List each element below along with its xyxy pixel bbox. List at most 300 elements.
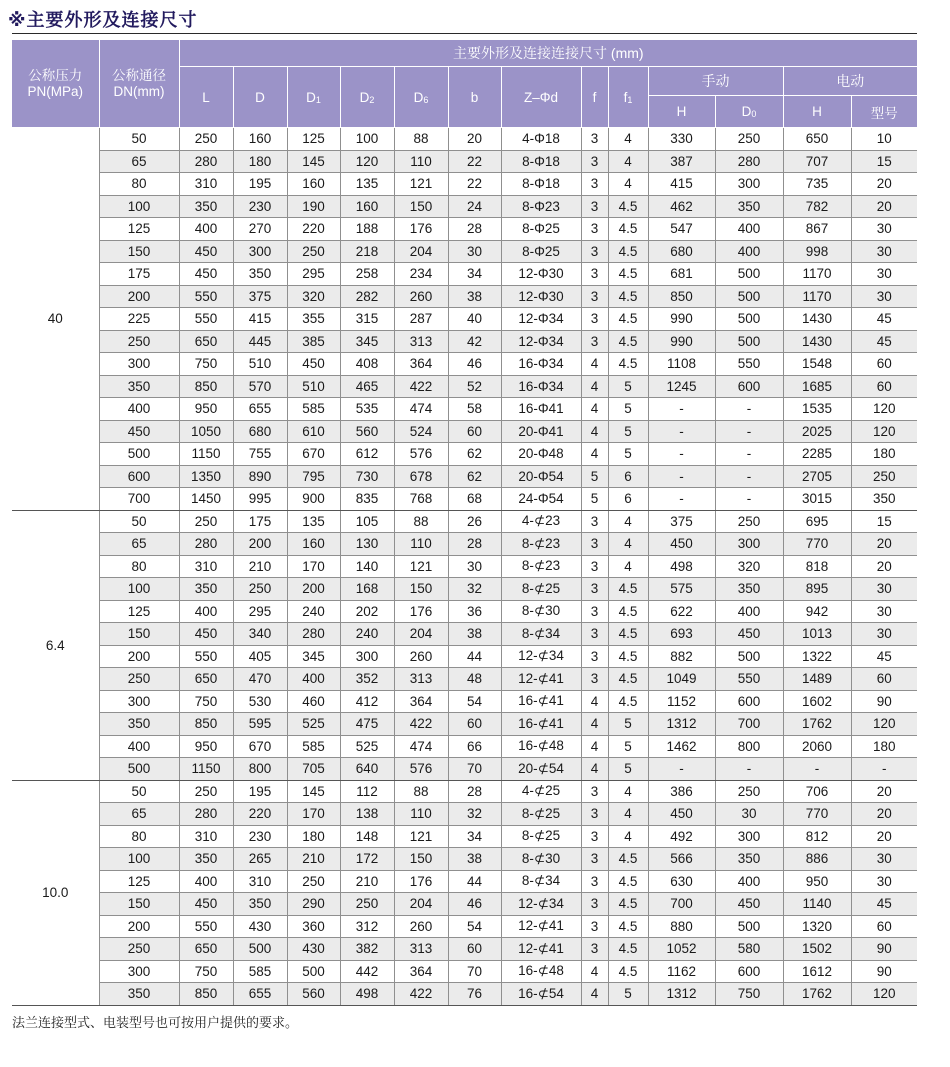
table-cell: 1762 [783,983,851,1006]
table-cell: 234 [394,263,448,286]
table-cell: 4.5 [608,623,648,646]
table-cell: 4.5 [608,848,648,871]
table-cell: 560 [287,983,340,1006]
table-cell: 585 [287,735,340,758]
table-cell: 4 [581,758,608,781]
table-cell: 30 [851,600,917,623]
table-cell: 8-Φ23 [501,195,581,218]
table-cell: 140 [340,555,394,578]
table-cell: 510 [287,375,340,398]
table-cell: 705 [287,758,340,781]
header-z-phi-d: Z–Φd [501,67,581,128]
table-cell: 387 [648,150,715,173]
table-row [12,240,917,263]
table-cell: 8-⊄25 [501,825,581,848]
table-cell: 4 [608,533,648,556]
table-cell: 4.5 [608,285,648,308]
table-cell: 450 [179,240,233,263]
table-cell: 135 [287,510,340,533]
table-cell: 310 [179,825,233,848]
table-cell: 68 [448,488,501,511]
table-cell: 850 [648,285,715,308]
table-cell: 4 [581,713,608,736]
table-cell: 1762 [783,713,851,736]
table-cell: 550 [179,285,233,308]
table-cell: 1162 [648,960,715,983]
table-cell: 750 [715,983,783,1006]
table-cell: 990 [648,330,715,353]
pn-cell: 6.4 [12,510,99,780]
dn-cell: 450 [99,420,179,443]
table-cell: 580 [715,938,783,961]
table-cell: 345 [340,330,394,353]
table-cell: 30 [851,578,917,601]
table-cell: 190 [287,195,340,218]
table-row [12,420,917,443]
table-cell: 450 [179,893,233,916]
dn-cell: 65 [99,803,179,826]
dn-cell: 350 [99,375,179,398]
table-cell: 430 [233,915,287,938]
table-cell: - [648,398,715,421]
table-cell: 250 [179,510,233,533]
table-cell: 170 [287,803,340,826]
table-cell: 400 [715,240,783,263]
table-row [12,285,917,308]
table-cell: 700 [648,893,715,916]
table-cell: 46 [448,353,501,376]
table-cell: 812 [783,825,851,848]
table-cell: 576 [394,443,448,466]
table-cell: 125 [287,128,340,151]
table-cell: 210 [287,848,340,871]
table-cell: 4.5 [608,308,648,331]
table-cell: 4 [581,398,608,421]
table-cell: 8-Φ18 [501,150,581,173]
table-cell: 66 [448,735,501,758]
table-cell: 500 [287,960,340,983]
table-cell: 566 [648,848,715,871]
table-cell: 547 [648,218,715,241]
table-cell: 4.5 [608,870,648,893]
table-cell: 3 [581,668,608,691]
table-cell: 28 [448,780,501,803]
table-row [12,623,917,646]
table-cell: 350 [179,578,233,601]
table-cell: 16-Φ34 [501,353,581,376]
pn-cell: 10.0 [12,780,99,1005]
table-cell: 250 [715,780,783,803]
table-row [12,195,917,218]
table-cell: 400 [715,600,783,623]
table-cell: 850 [179,713,233,736]
table-row [12,893,917,916]
table-cell: 442 [340,960,394,983]
table-cell: 8-⊄23 [501,533,581,556]
table-cell: 422 [394,713,448,736]
table-cell: 45 [851,645,917,668]
table-cell: 16-⊄54 [501,983,581,1006]
table-cell: - [648,443,715,466]
table-cell: 15 [851,150,917,173]
table-cell: 295 [287,263,340,286]
table-cell: 88 [394,780,448,803]
table-cell: 408 [340,353,394,376]
table-cell: 16-⊄48 [501,960,581,983]
table-cell: 4.5 [608,240,648,263]
table-cell: 88 [394,128,448,151]
table-cell: 4 [581,375,608,398]
table-cell: 600 [715,375,783,398]
table-cell: 12-⊄41 [501,668,581,691]
table-cell: 350 [179,195,233,218]
table-cell: 280 [179,803,233,826]
table-cell: 360 [287,915,340,938]
table-cell: 8-Φ18 [501,173,581,196]
table-cell: 54 [448,690,501,713]
table-row [12,173,917,196]
table-row [12,713,917,736]
header-caption: 主要外形及连接连接尺寸 (mm) [179,40,917,67]
table-cell: 995 [233,488,287,511]
table-cell: 3 [581,780,608,803]
table-cell: 6 [608,488,648,511]
table-cell: 8-⊄25 [501,803,581,826]
dimensions-table [12,40,917,1006]
table-cell: 121 [394,555,448,578]
table-cell: 890 [233,465,287,488]
table-cell: 1170 [783,263,851,286]
table-cell: 350 [233,263,287,286]
table-cell: 4.5 [608,645,648,668]
table-cell: 4 [581,443,608,466]
table-cell: 998 [783,240,851,263]
table-cell: 130 [340,533,394,556]
table-cell: 195 [233,780,287,803]
footnote: 法兰连接型式、电装型号也可按用户提供的要求。 [12,1015,299,1030]
table-cell: 20-Φ54 [501,465,581,488]
table-cell: 30 [851,870,917,893]
table-cell: 3 [581,263,608,286]
table-cell: 422 [394,983,448,1006]
table-cell: 3 [581,128,608,151]
table-cell: 8-⊄34 [501,870,581,893]
table-cell: 45 [851,330,917,353]
table-cell: 330 [648,128,715,151]
table-cell: 300 [233,240,287,263]
table-cell: 90 [851,690,917,713]
dn-cell: 200 [99,645,179,668]
table-cell: 622 [648,600,715,623]
table-cell: 60 [448,420,501,443]
table-cell: 230 [233,195,287,218]
table-cell: 550 [179,645,233,668]
dn-cell: 700 [99,488,179,511]
table-cell: 422 [394,375,448,398]
table-cell: 5 [581,488,608,511]
table-cell: 400 [179,870,233,893]
table-cell: 295 [233,600,287,623]
dn-cell: 350 [99,983,179,1006]
header-electric-group: 电动 [783,67,917,96]
table-cell: 450 [715,623,783,646]
table-cell: 60 [851,668,917,691]
table-cell: 4.5 [608,893,648,916]
table-cell: 8-⊄30 [501,600,581,623]
table-cell: 530 [233,690,287,713]
table-cell: 1489 [783,668,851,691]
table-cell: 34 [448,263,501,286]
table-cell: 3 [581,240,608,263]
table-cell: 4 [608,780,648,803]
table-cell: 650 [179,330,233,353]
table-cell: 1612 [783,960,851,983]
table-cell: 4 [608,803,648,826]
table-cell: 8-⊄25 [501,578,581,601]
table-cell: 195 [233,173,287,196]
table-cell: 3 [581,623,608,646]
dn-cell: 600 [99,465,179,488]
table-cell: 3 [581,285,608,308]
table-cell: 30 [851,285,917,308]
table-row [12,555,917,578]
table-cell: 210 [233,555,287,578]
table-cell: 3 [581,848,608,871]
dn-cell: 100 [99,848,179,871]
table-cell: 150 [394,195,448,218]
dn-cell: 400 [99,398,179,421]
table-cell: 218 [340,240,394,263]
table-cell: 282 [340,285,394,308]
table-cell: - [715,443,783,466]
table-cell: 220 [233,803,287,826]
table-cell: 210 [340,870,394,893]
table-cell: 8-⊄23 [501,555,581,578]
table-cell: 1312 [648,713,715,736]
table-cell: 610 [287,420,340,443]
table-cell: 3 [581,578,608,601]
table-row [12,758,917,781]
table-cell: 26 [448,510,501,533]
table-cell: 867 [783,218,851,241]
table-cell: 400 [287,668,340,691]
table-cell: 300 [715,173,783,196]
table-cell: 38 [448,848,501,871]
table-cell: 498 [340,983,394,1006]
table-cell: 681 [648,263,715,286]
table-cell: 150 [394,578,448,601]
table-cell: 12-Φ30 [501,285,581,308]
table-cell: 24 [448,195,501,218]
table-cell: 782 [783,195,851,218]
table-cell: 1548 [783,353,851,376]
table-cell: 340 [233,623,287,646]
table-cell: 40 [448,308,501,331]
table-cell: 4-⊄25 [501,780,581,803]
table-cell: 58 [448,398,501,421]
table-cell: - [851,758,917,781]
table-row [12,263,917,286]
table-cell: 260 [394,285,448,308]
table-row [12,668,917,691]
table-cell: 500 [715,285,783,308]
table-cell: 250 [340,893,394,916]
table-cell: 500 [715,915,783,938]
table-cell: 693 [648,623,715,646]
table-cell: - [648,465,715,488]
table-cell: 498 [648,555,715,578]
table-cell: 3 [581,533,608,556]
table-cell: 175 [233,510,287,533]
table-cell: - [715,488,783,511]
dn-cell: 200 [99,915,179,938]
table-cell: - [648,488,715,511]
table-cell: 280 [179,533,233,556]
table-cell: 3 [581,803,608,826]
table-cell: 750 [179,960,233,983]
table-cell: 300 [715,533,783,556]
table-cell: 4.5 [608,938,648,961]
table-cell: 32 [448,803,501,826]
table-cell: 200 [287,578,340,601]
table-cell: 585 [233,960,287,983]
table-cell: 280 [715,150,783,173]
table-cell: 88 [394,510,448,533]
table-cell: 30 [851,623,917,646]
table-row [12,488,917,511]
table-cell: 30 [448,240,501,263]
table-cell: 576 [394,758,448,781]
dn-cell: 125 [99,218,179,241]
table-cell: 880 [648,915,715,938]
table-cell: 900 [287,488,340,511]
table-cell: 770 [783,533,851,556]
table-cell: 500 [715,263,783,286]
table-cell: 4 [608,825,648,848]
table-cell: 1322 [783,645,851,668]
table-cell: 10 [851,128,917,151]
table-cell: 176 [394,600,448,623]
table-row [12,645,917,668]
page-title: ※主要外形及连接尺寸 [8,10,198,30]
table-cell: 1320 [783,915,851,938]
table-cell: 120 [851,983,917,1006]
table-cell: 110 [394,533,448,556]
table-cell: 882 [648,645,715,668]
header-f: f [581,67,608,128]
table-cell: 2705 [783,465,851,488]
table-cell: 4.5 [608,600,648,623]
table-cell: 260 [394,915,448,938]
table-row [12,735,917,758]
table-cell: 1245 [648,375,715,398]
table-cell: 52 [448,375,501,398]
table-cell: 28 [448,533,501,556]
table-cell: 12-Φ34 [501,330,581,353]
table-cell: 250 [233,578,287,601]
table-row [12,398,917,421]
table-cell: 12-⊄34 [501,893,581,916]
table-cell: 500 [715,308,783,331]
table-cell: 500 [233,938,287,961]
table-cell: 188 [340,218,394,241]
table-cell: 3 [581,870,608,893]
table-cell: 352 [340,668,394,691]
table-cell: 4.5 [608,353,648,376]
header-D6: $D_6$ [394,67,448,128]
table-cell: 1535 [783,398,851,421]
table-cell: 4 [581,690,608,713]
pn-cell: 40 [12,128,99,511]
table-cell: 1430 [783,308,851,331]
table-cell: 3 [581,308,608,331]
table-cell: 470 [233,668,287,691]
header-f1: $f_1$ [608,67,648,128]
table-cell: 310 [233,870,287,893]
table-row [12,825,917,848]
table-cell: 465 [340,375,394,398]
table-cell: 44 [448,645,501,668]
table-cell: 4.5 [608,263,648,286]
dn-cell: 500 [99,758,179,781]
table-cell: 450 [648,803,715,826]
header-L: L [179,67,233,128]
table-cell: 250 [287,240,340,263]
table-cell: 22 [448,150,501,173]
table-cell: 60 [448,713,501,736]
table-cell: 375 [648,510,715,533]
table-row [12,353,917,376]
table-cell: 355 [287,308,340,331]
table-cell: 670 [233,735,287,758]
table-cell: 110 [394,803,448,826]
table-cell: 30 [851,263,917,286]
table-cell: 4 [608,128,648,151]
table-cell: 707 [783,150,851,173]
table-cell: 415 [233,308,287,331]
table-cell: 112 [340,780,394,803]
table-cell: 15 [851,510,917,533]
table-row [12,128,917,151]
table-cell: 1170 [783,285,851,308]
table-cell: 850 [179,983,233,1006]
table-cell: 730 [340,465,394,488]
dn-cell: 125 [99,600,179,623]
table-cell: 120 [851,713,917,736]
table-cell: 16-⊄48 [501,735,581,758]
table-row [12,848,917,871]
table-cell: 350 [715,195,783,218]
table-cell: 22 [448,173,501,196]
table-cell: 250 [179,780,233,803]
table-cell: 250 [715,128,783,151]
table-cell: 450 [287,353,340,376]
table-cell: 345 [287,645,340,668]
table-cell: 20-Φ41 [501,420,581,443]
table-cell: 20 [851,173,917,196]
table-cell: 38 [448,623,501,646]
table-cell: 250 [851,465,917,488]
dn-cell: 300 [99,960,179,983]
dn-cell: 65 [99,150,179,173]
table-cell: 5 [608,735,648,758]
table-cell: 138 [340,803,394,826]
table-cell: 30 [715,803,783,826]
table-cell: 680 [233,420,287,443]
table-cell: 46 [448,893,501,916]
table-cell: 16-⊄41 [501,690,581,713]
table-cell: 350 [851,488,917,511]
